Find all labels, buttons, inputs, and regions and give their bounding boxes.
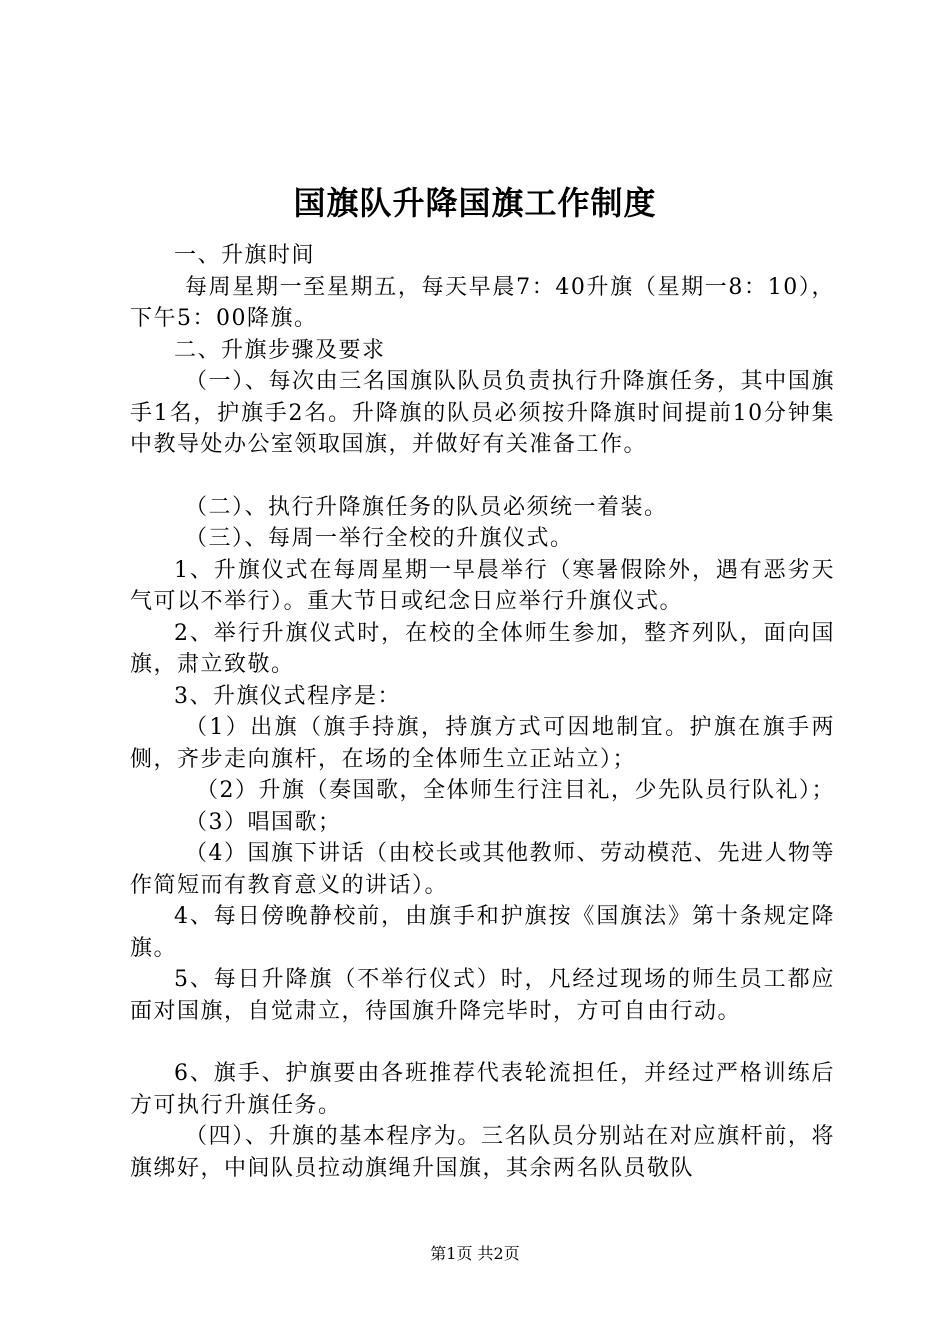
section-heading-2: 二、升旗步骤及要求 [174, 337, 386, 363]
paragraph-step-1: （1）出旗（旗手持旗，持旗方式可因地制宜。护旗在旗手两侧，齐步走向旗杆，在场的全体师生立正站立）； [130, 715, 835, 772]
paragraph-rule-3: 3、升旗仪式程序是： [174, 683, 401, 709]
paragraph-rule-1: 1、升旗仪式在每周星期一早晨举行（寒暑假除外，遇有恶劣天气可以不举行）。重大节日或纪念日应举行升旗仪式。 [130, 557, 835, 614]
paragraph-step-4: （4）国旗下讲话（由校长或其他教师、劳动模范、先进人物等作简短而有教育意义的讲话）。 [130, 841, 835, 898]
paragraph-rule-4: 4、每日傍晚静校前，由旗手和护旗按《国旗法》第十条规定降旗。 [130, 904, 835, 961]
paragraph-rule-6: 6、旗手、护旗要由各班推荐代表轮流担任，并经过严格训练后方可执行升旗任务。 [130, 1061, 835, 1118]
section-heading-1: 一、升旗时间 [174, 243, 316, 268]
paragraph-item-1: （一）、每次由三名国旗队队员负责执行升降旗任务，其中国旗手1名，护旗手2名。升降旗的队员必须按升降旗时间提前10分钟集中教导处办公室领取国旗，并做好有关准备工作。 [130, 369, 835, 457]
page-footer: 第1页 共2页 [430, 1244, 520, 1263]
paragraph-step-2: （2）升旗（奏国歌，全体师生行注目礼，少先队员行队礼）； [196, 778, 835, 803]
paragraph-item-2: （二）、执行升降旗任务的队员必须统一着装。 [185, 494, 668, 520]
paragraph-rule-5: 5、每日升降旗（不举行仪式）时，凡经过现场的师生员工都应面对国旗，自觉肃立，待国旗升降完毕时，方可自由行动。 [130, 967, 835, 1024]
document-title: 国旗队升降国旗工作制度 [293, 184, 657, 222]
paragraph-item-4: （四）、升旗的基本程序为。三名队员分别站在对应旗杆前，将旗绑好，中间队员拉动旗绳升国旗，其余两名队员敬队 [130, 1124, 835, 1181]
paragraph-schedule: 每周星期一至星期五，每天早晨7：40升旗（星期一8：10），下午5：00降旗。 [130, 274, 835, 331]
paragraph-item-3: （三）、每周一举行全校的升旗仪式。 [185, 526, 574, 551]
document-body [130, 240, 835, 1184]
paragraph-step-3: （3）唱国歌； [185, 809, 342, 835]
paragraph-rule-2: 2、举行升旗仪式时，在校的全体师生参加，整齐列队，面向国旗，肃立致敬。 [130, 620, 835, 677]
